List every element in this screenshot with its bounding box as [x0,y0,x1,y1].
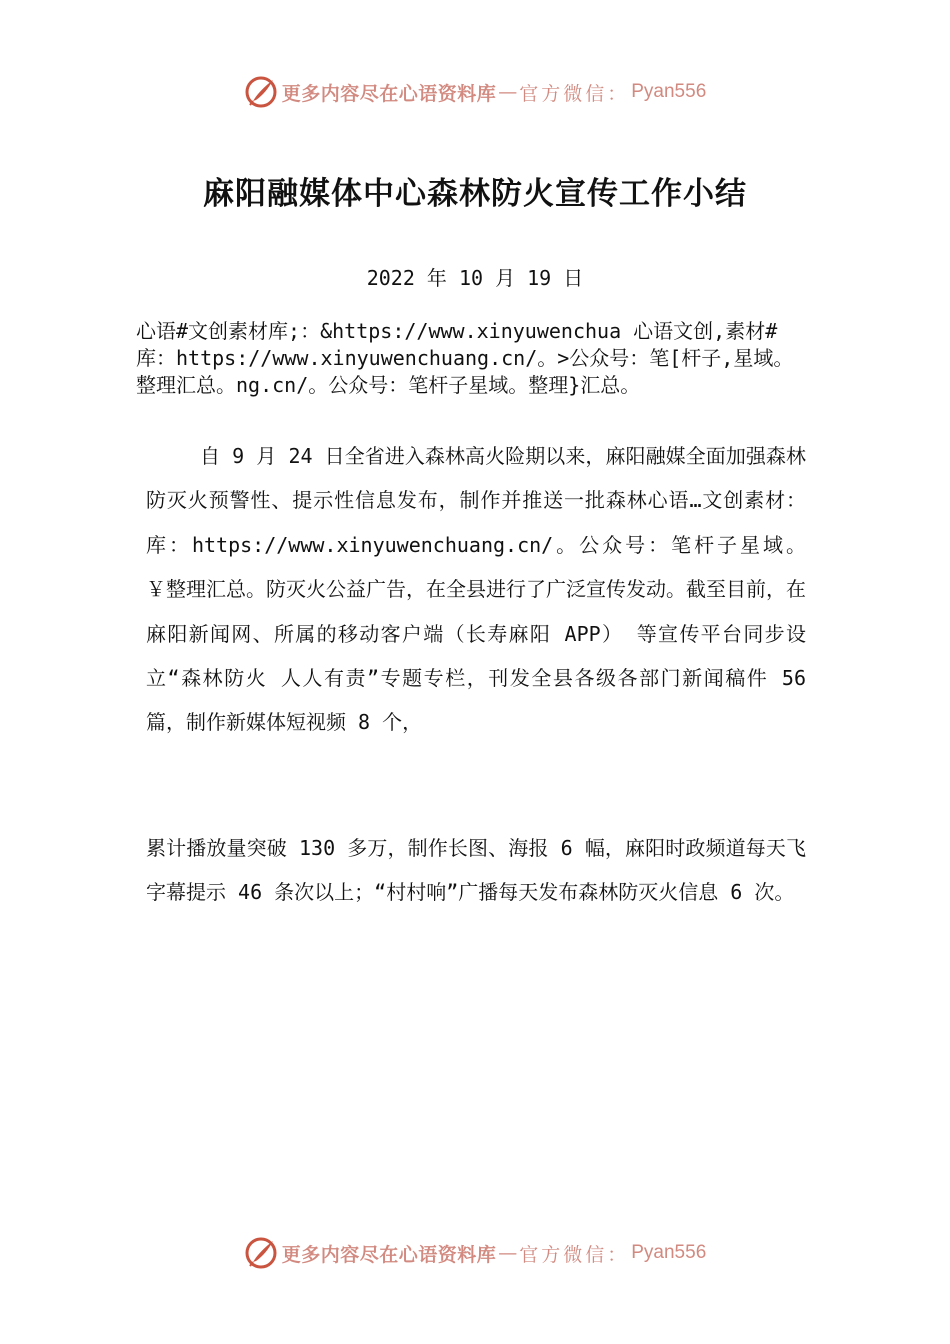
banner-main-text: 更多内容尽在心语资料库 [281,82,497,105]
footer-banner [0,1233,950,1273]
banner-official-label: 官方微信： [519,1243,630,1266]
banner-wechat-id: Pyan556 [631,81,707,102]
banner-wechat-id: Pyan556 [631,1242,707,1263]
document-date: 2022 年 10 月 19 日 [366,266,584,290]
body-paragraph-1: 自 9 月 24 日全省进入森林高火险期以来，麻阳融媒全面加强森林防灭火预警性、提示性信息发布，制作并推送一批森林心语…文创素材：库：https://www.xinyuwenchuang.cn/。公众号：笔杆子星域。￥整理汇总。防灭火公益广告，在全县进行了广泛宣传发动。截至目前，在麻阳新闻网、所属的移动客户端（长寿麻阳 APP） 等宣传平台同步设立“森林防火 人人有责”专题专栏，刊发全县各级各部门新闻稿件 56 篇，制作新媒体短视频 8 个， [146,444,806,735]
quill-pen-logo-icon [244,75,278,109]
banner-dash: — [498,81,518,103]
banner-main-text: 更多内容尽在心语资料库 [281,1243,497,1266]
banner-official-label: 官方微信： [519,82,630,105]
quill-pen-logo-icon [244,1236,278,1270]
banner-dash: — [498,1242,518,1264]
document-title: 麻阳融媒体中心森林防火宣传工作小结 [203,176,747,212]
header-banner [0,72,950,112]
body-paragraph-2: 累计播放量突破 130 多万，制作长图、海报 6 幅，麻阳时政频道每天飞字幕提示 46 条次以上；“村村响”广播每天发布森林防灭火信息 6 次。 [146,836,806,905]
watermark-text-block: 心语#文创素材库;：&https://www.xinyuwenchua 心语文创,素材#库：https://www.xinyuwenchuang.cn/。>公众号：笔[杆子,星域。整理汇总。ng.cn/。公众号：笔杆子星域。整理}汇总。 [136,319,794,397]
